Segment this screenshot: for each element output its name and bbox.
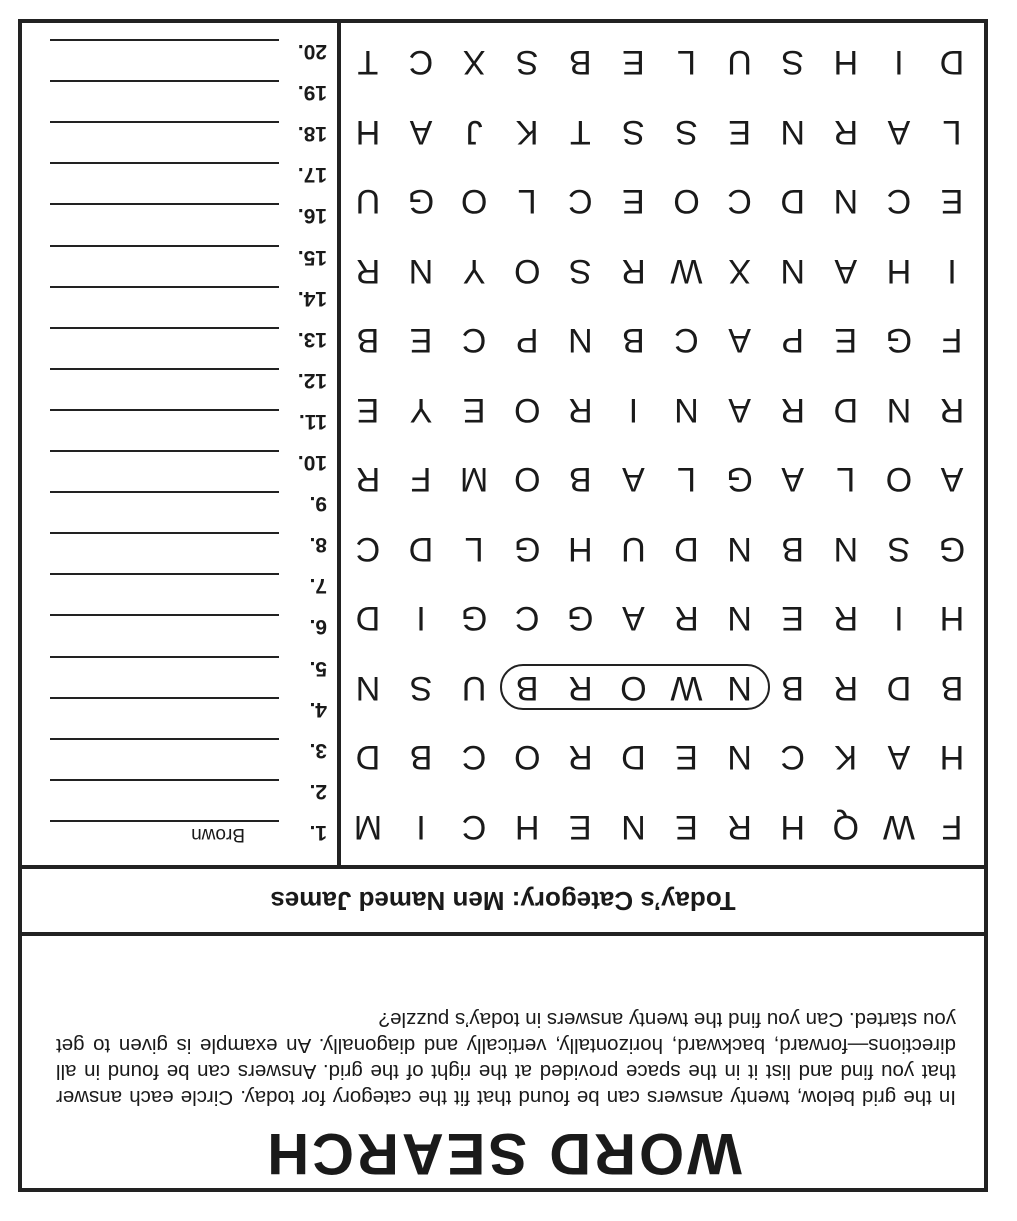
grid-letter[interactable]: L <box>677 43 696 82</box>
grid-letter[interactable]: T <box>357 43 379 82</box>
answer-slot[interactable] <box>22 327 337 368</box>
grid-letter[interactable]: N <box>727 599 752 638</box>
grid-row <box>341 515 984 583</box>
grid-letter[interactable]: R <box>833 113 859 151</box>
grid-letter[interactable]: D <box>939 43 965 82</box>
grid-row <box>341 237 984 305</box>
grid-letter[interactable]: B <box>409 738 433 777</box>
grid-letter[interactable]: K <box>834 738 858 777</box>
grid-letter[interactable]: E <box>940 182 964 221</box>
grid-letter[interactable]: H <box>568 530 593 568</box>
answer-number: 15. <box>297 245 327 269</box>
grid-letter[interactable]: L <box>942 113 962 151</box>
answer-line[interactable] <box>50 368 279 370</box>
grid-letter[interactable]: O <box>513 391 541 429</box>
grid-letter[interactable]: L <box>517 182 537 221</box>
answer-line[interactable] <box>50 204 279 206</box>
grid-letter[interactable]: E <box>356 391 380 429</box>
answer-number: 12. <box>297 368 327 392</box>
grid-letter[interactable]: S <box>781 43 805 82</box>
answer-slot[interactable] <box>22 573 337 614</box>
grid-letter[interactable]: X <box>462 43 486 82</box>
grid-letter[interactable]: U <box>461 669 487 707</box>
grid-letter[interactable]: H <box>355 113 381 151</box>
grid-row <box>341 585 984 653</box>
grid-letter[interactable]: Y <box>462 252 486 290</box>
answer-line[interactable] <box>50 779 279 781</box>
answer-number: 11. <box>298 410 327 433</box>
grid-letter[interactable]: E <box>622 182 645 221</box>
answer-slot[interactable] <box>22 286 337 327</box>
answer-number: 1. <box>309 821 327 844</box>
grid-letter[interactable]: A <box>728 391 751 429</box>
grid-letter[interactable]: E <box>568 808 592 846</box>
grid-letter[interactable]: O <box>620 669 647 707</box>
answer-list <box>22 23 337 865</box>
grid-letter[interactable]: G <box>407 182 435 221</box>
grid-letter[interactable]: C <box>408 43 434 82</box>
grid-row <box>341 307 984 375</box>
answer-number: 13. <box>297 327 327 351</box>
grid-letter[interactable]: A <box>887 738 911 777</box>
grid-letter[interactable]: N <box>568 321 593 360</box>
answer-text: Brown <box>191 824 245 845</box>
grid-letter[interactable]: A <box>409 113 433 151</box>
puzzle-title: WORD SEARCH <box>264 1121 742 1186</box>
grid-letter[interactable]: C <box>514 599 540 638</box>
grid-letter[interactable]: Y <box>409 391 433 429</box>
grid-letter[interactable]: G <box>726 460 753 499</box>
grid-letter[interactable]: N <box>727 738 752 777</box>
grid-letter[interactable]: G <box>885 321 913 360</box>
answer-number: 6. <box>309 615 327 639</box>
grid-letter[interactable]: H <box>780 808 805 846</box>
grid-letter[interactable]: N <box>727 669 752 707</box>
grid-letter[interactable]: R <box>568 738 593 777</box>
grid-letter[interactable]: R <box>568 391 593 429</box>
answer-slot[interactable] <box>22 204 337 245</box>
grid-letter[interactable]: R <box>727 808 752 846</box>
grid-letter[interactable]: A <box>887 113 911 151</box>
grid-letter[interactable]: E <box>834 321 858 360</box>
grid-letter[interactable]: S <box>622 113 645 151</box>
letter-grid[interactable] <box>341 23 984 865</box>
answer-slot[interactable] <box>22 245 337 286</box>
grid-letter[interactable]: C <box>461 738 487 777</box>
answer-number: 10. <box>297 451 327 475</box>
grid-letter[interactable]: W <box>670 252 703 290</box>
grid-letter[interactable]: M <box>353 808 383 846</box>
grid-letter[interactable]: P <box>781 321 805 360</box>
grid-letter[interactable]: N <box>833 530 859 568</box>
grid-letter[interactable]: L <box>677 460 696 499</box>
puzzle-frame <box>18 19 988 1192</box>
grid-letter[interactable]: B <box>781 669 805 707</box>
grid-letter[interactable]: H <box>886 252 912 290</box>
grid-letter[interactable]: O <box>513 738 541 777</box>
grid-letter[interactable]: N <box>780 113 805 151</box>
answer-number: 7. <box>309 574 327 598</box>
grid-letter[interactable]: E <box>462 391 486 429</box>
grid-letter[interactable]: I <box>947 252 957 290</box>
grid-letter[interactable]: S <box>568 252 592 290</box>
answer-slot[interactable] <box>22 738 337 779</box>
grid-letter[interactable]: A <box>728 321 751 360</box>
answer-line[interactable] <box>50 820 279 822</box>
grid-row <box>341 168 984 236</box>
grid-letter[interactable]: R <box>568 669 593 707</box>
grid-letter[interactable]: X <box>728 252 751 290</box>
grid-letter[interactable]: W <box>882 808 915 846</box>
grid-letter[interactable]: S <box>409 669 433 707</box>
grid-letter[interactable]: E <box>409 321 433 360</box>
grid-letter[interactable]: N <box>833 182 859 221</box>
grid-letter[interactable]: A <box>622 460 645 499</box>
answer-slot[interactable] <box>22 820 337 861</box>
grid-letter[interactable]: R <box>833 669 859 707</box>
grid-letter[interactable]: Q <box>832 808 860 846</box>
answer-line[interactable] <box>50 245 279 247</box>
grid-letter[interactable]: D <box>780 182 805 221</box>
answer-line[interactable] <box>50 573 279 575</box>
answer-number: 5. <box>309 656 327 680</box>
grid-letter[interactable]: C <box>886 182 912 221</box>
grid-letter[interactable]: D <box>355 738 381 777</box>
grid-letter[interactable]: R <box>674 599 699 638</box>
answer-number: 18. <box>297 122 327 146</box>
category-label: Today’s Category: Men Named James <box>270 886 736 916</box>
grid-letter[interactable]: I <box>894 599 904 638</box>
grid-letter[interactable]: R <box>939 391 965 429</box>
answer-line[interactable] <box>50 532 279 534</box>
answer-number: 8. <box>309 533 327 557</box>
grid-letter[interactable]: F <box>941 808 963 846</box>
grid-letter[interactable]: D <box>355 599 381 638</box>
grid-letter[interactable]: A <box>940 460 964 499</box>
grid-letter[interactable]: D <box>674 530 699 568</box>
answer-line[interactable] <box>50 121 279 123</box>
grid-letter[interactable]: D <box>833 391 859 429</box>
answer-line[interactable] <box>50 162 279 164</box>
grid-row <box>341 376 984 444</box>
grid-letter[interactable]: P <box>515 321 539 360</box>
grid-letter[interactable]: A <box>834 252 858 290</box>
answer-slot[interactable] <box>22 80 337 121</box>
grid-letter[interactable]: E <box>781 599 805 638</box>
grid-letter[interactable]: E <box>728 113 751 151</box>
grid-letter[interactable]: K <box>515 113 539 151</box>
grid-letter[interactable]: R <box>355 460 381 499</box>
grid-letter[interactable]: B <box>356 321 380 360</box>
grid-letter[interactable]: D <box>886 669 912 707</box>
answer-slot[interactable] <box>22 532 337 573</box>
grid-letter[interactable]: B <box>568 43 592 82</box>
answer-slot[interactable] <box>22 39 337 80</box>
grid-letter[interactable]: B <box>515 669 539 707</box>
grid-letter[interactable]: C <box>461 808 487 846</box>
category-divider <box>22 865 984 869</box>
grid-letter[interactable]: C <box>727 182 752 221</box>
grid-letter[interactable]: U <box>727 43 752 82</box>
grid-letter[interactable]: O <box>513 460 541 499</box>
answer-slot[interactable] <box>22 491 337 532</box>
grid-letter[interactable]: B <box>781 530 805 568</box>
grid-row <box>341 793 984 861</box>
grid-letter[interactable]: F <box>941 321 963 360</box>
answer-line[interactable] <box>50 656 279 658</box>
grid-letter[interactable]: N <box>355 669 381 707</box>
answer-number: 4. <box>309 697 327 721</box>
grid-row <box>341 29 984 97</box>
answer-line[interactable] <box>50 409 279 411</box>
grid-letter[interactable]: C <box>461 321 487 360</box>
grid-letter[interactable]: G <box>460 599 488 638</box>
answer-number: 20. <box>297 40 327 64</box>
grid-letter[interactable]: C <box>674 321 699 360</box>
grid-letter[interactable]: R <box>780 391 805 429</box>
grid-letter[interactable]: R <box>621 252 646 290</box>
answer-slot[interactable] <box>22 615 337 656</box>
grid-letter[interactable]: E <box>675 808 698 846</box>
grid-letter[interactable]: I <box>416 808 426 846</box>
answer-slot[interactable] <box>22 121 337 162</box>
grid-letter[interactable]: G <box>567 599 594 638</box>
answer-number: 17. <box>297 163 327 187</box>
grid-letter[interactable]: U <box>621 530 646 568</box>
grid-letter[interactable]: H <box>833 43 859 82</box>
grid-letter[interactable]: U <box>355 182 381 221</box>
grid-letter[interactable]: L <box>836 460 856 499</box>
answer-slot[interactable] <box>22 368 337 409</box>
grid-letter[interactable]: R <box>833 599 859 638</box>
grid-letter[interactable]: F <box>410 460 432 499</box>
answer-number: 19. <box>297 81 327 105</box>
grid-letter[interactable]: N <box>727 530 752 568</box>
grid-letter[interactable]: N <box>780 252 805 290</box>
grid-letter[interactable]: B <box>622 321 645 360</box>
answer-number: 3. <box>309 738 327 762</box>
grid-letter[interactable]: I <box>628 391 639 429</box>
grid-letter[interactable]: O <box>460 182 488 221</box>
answer-line[interactable] <box>50 615 279 617</box>
grid-letter[interactable]: H <box>939 738 965 777</box>
grid-letter[interactable]: H <box>939 599 965 638</box>
answer-slot[interactable] <box>22 162 337 203</box>
answer-line[interactable] <box>50 39 279 41</box>
grid-letter[interactable]: D <box>621 738 646 777</box>
grid-letter[interactable]: A <box>622 599 645 638</box>
grid-row <box>341 446 984 514</box>
answer-line[interactable] <box>50 327 279 329</box>
grid-letter[interactable]: C <box>568 182 593 221</box>
answer-line[interactable] <box>50 286 279 288</box>
grid-letter[interactable]: N <box>674 391 699 429</box>
grid-letter[interactable]: L <box>464 530 484 568</box>
grid-letter[interactable]: S <box>515 43 539 82</box>
grid-row <box>341 98 984 166</box>
grid-letter[interactable]: I <box>416 599 426 638</box>
answer-number: 14. <box>297 286 327 310</box>
grid-letter[interactable]: G <box>938 530 966 568</box>
grid-letter[interactable]: N <box>408 252 434 290</box>
grid-letter[interactable]: H <box>514 808 540 846</box>
grid-answers-divider <box>337 23 341 865</box>
answer-slot[interactable] <box>22 409 337 450</box>
grid-letter[interactable]: S <box>675 113 698 151</box>
grid-letter[interactable]: A <box>781 460 805 499</box>
grid-letter[interactable]: N <box>621 808 646 846</box>
grid-letter[interactable]: E <box>622 43 645 82</box>
grid-letter[interactable]: B <box>568 460 592 499</box>
grid-letter[interactable]: R <box>355 252 381 290</box>
grid-letter[interactable]: J <box>465 113 483 151</box>
answer-slot[interactable] <box>22 656 337 697</box>
answer-slot[interactable] <box>22 450 337 491</box>
grid-letter[interactable]: I <box>894 43 904 82</box>
answer-line[interactable] <box>50 80 279 82</box>
grid-letter[interactable]: E <box>675 738 698 777</box>
grid-letter[interactable]: N <box>886 391 912 429</box>
grid-letter[interactable]: O <box>885 460 913 499</box>
grid-letter[interactable]: T <box>569 113 591 151</box>
grid-letter[interactable]: O <box>513 252 541 290</box>
answer-line[interactable] <box>50 450 279 452</box>
answer-number: 9. <box>309 492 327 516</box>
grid-letter[interactable]: D <box>408 530 434 568</box>
answer-slot[interactable] <box>22 697 337 738</box>
grid-letter[interactable]: O <box>673 182 700 221</box>
answer-line[interactable] <box>50 738 279 740</box>
answer-line[interactable] <box>50 697 279 699</box>
grid-letter[interactable]: C <box>780 738 805 777</box>
answer-line[interactable] <box>50 491 279 493</box>
grid-letter[interactable]: G <box>513 530 541 568</box>
grid-letter[interactable]: M <box>459 460 489 499</box>
puzzle-instructions: In the grid below, twenty answers can be found that fit the category for today. Circle each answer that you find and list it in the space provided at the right of the grid. Answers can be found in all directions—forward, backward, horizontally, vertically and diagonally. An example is given to get you started. Can you find the twenty answers in today’s puzzle? <box>56 1008 956 1109</box>
answer-number: 2. <box>309 779 327 803</box>
grid-letter[interactable]: B <box>940 669 964 707</box>
grid-letter[interactable]: W <box>670 669 703 707</box>
answer-number: 16. <box>297 204 327 228</box>
grid-letter[interactable]: C <box>355 530 381 568</box>
grid-letter[interactable]: S <box>887 530 911 568</box>
answer-slot[interactable] <box>22 779 337 820</box>
grid-row <box>341 724 984 792</box>
puzzle-header <box>22 936 984 1188</box>
example-answer-circle <box>500 664 770 710</box>
header-divider <box>22 932 984 936</box>
